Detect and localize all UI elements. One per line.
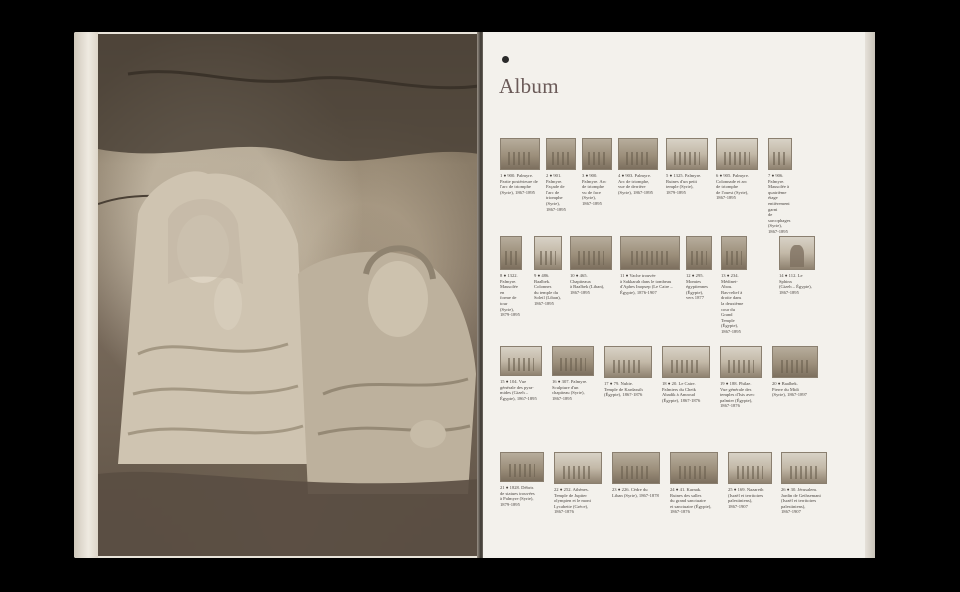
album-item (662, 346, 710, 403)
album-caption: 20 ● Baalbek. Pierre du Midi (Syrie), 1867-1897 (772, 381, 807, 398)
pyramids-thumbnail (500, 346, 542, 376)
album-caption: 23 ● 226. Cèdre du Liban (Syrie), 1867-1878 (612, 487, 659, 498)
athens-temple-thumbnail (554, 452, 602, 484)
bas-relief-thumbnail (721, 236, 747, 270)
album-caption: 12 ● 295. Momies égyptiennes (Égypte), vers 1877 (686, 273, 708, 301)
album-item (570, 236, 612, 295)
album-item (500, 138, 540, 195)
album-caption: 11 ● Vache trouvée à Sakkarah dans le tombeau d'Aphes Inopsep (Le Caire – Égypte), 1876-1907 (620, 273, 673, 295)
album-item (500, 346, 542, 401)
album-item (781, 452, 827, 515)
album-item (620, 236, 680, 295)
album-caption: 2 ● 901. Palmyre. Façade de l'arc de triomphe (Syrie), 1867-1895 (546, 173, 566, 212)
album-grid (500, 138, 865, 530)
album-caption: 4 ● 903. Palmyre. Arc de triomphe, vue de derrière (Syrie), 1867-1895 (618, 173, 653, 195)
palmyra-debris-thumbnail (500, 452, 544, 482)
relief-illustration (98, 34, 479, 556)
open-book (74, 32, 880, 558)
baalbek-columns-thumbnail (534, 236, 562, 270)
album-caption: 24 ● 41. Karnak. Ruines des salles du grand sanctuaire et sanctuaire (Égypte), 1867-1876 (670, 487, 712, 515)
gethsemane-thumbnail (781, 452, 827, 484)
album-item (720, 346, 762, 409)
album-item (670, 452, 718, 515)
album-item (554, 452, 602, 515)
section-bullet (502, 56, 509, 63)
album-caption: 14 ● 112. Le Sphinx (Gizeh – Égypte), 1867-1895 (779, 273, 812, 295)
album-item (618, 138, 658, 195)
mausoleum-tower-thumbnail (500, 236, 522, 270)
album-item (721, 236, 747, 335)
album-item (716, 138, 758, 201)
album-caption: 5 ● 1325. Palmyre. Ruines d'un petit temple (Syrie), 1879-1895 (666, 173, 702, 195)
album-item (552, 346, 594, 401)
album-row (500, 236, 865, 334)
page-edge (865, 32, 875, 558)
album-item (500, 236, 522, 318)
album-caption: 22 ● 252. Athènes. Temple de Jupiter olympien et le mont Lycabette (Grèce), 1867-1876 (554, 487, 591, 515)
right-page (483, 32, 875, 558)
album-item (772, 346, 818, 398)
album-item (666, 138, 708, 195)
sculpture-capitals-thumbnail (552, 346, 594, 376)
mummies-thumbnail (686, 236, 712, 270)
album-caption: 26 ● 30. Jérusalem. Jardin de Gethsemani (Israël et territoires palestiniens), 1867-1907 (781, 487, 821, 515)
kardassi-temple-thumbnail (604, 346, 652, 378)
album-caption: 3 ● 900. Palmyre. Arc de triomphe vu de face (Syrie), 1867-1895 (582, 173, 607, 206)
album-row (500, 346, 865, 444)
album-caption: 13 ● 234. Médinet-Abou. Bas-relief à droite dans la deuxième cour du Grand Temple (Égypte), 1867-1895 (721, 273, 744, 334)
karnak-thumbnail (670, 452, 718, 484)
colonnade-thumbnail (716, 138, 758, 170)
album-item (728, 452, 772, 509)
album-caption: 1 ● 900. Palmyre. Partie postérieure de l'arc de triomphe (Syrie), 1867-1895 (500, 173, 538, 195)
funerary-bust-relief-photo (98, 34, 479, 556)
album-caption: 17 ● 79. Nubie. Temple de Kardassih (Égypte), 1867-1876 (604, 381, 643, 398)
album-caption: 19 ● 188. Philae. Vue générale des temples d'Isis avec palmier (Égypte), 1867-1876 (720, 381, 755, 409)
album-item (500, 452, 544, 507)
album-caption: 15 ● 104. Vue générale des pyra- mides (Gizeh – Égypte), 1867-1895 (500, 379, 537, 401)
nazareth-thumbnail (728, 452, 772, 484)
album-row (500, 138, 865, 236)
cedars-thumbnail (612, 452, 660, 484)
arch-facade-thumbnail (546, 138, 576, 170)
capitals-thumbnail (570, 236, 612, 270)
album-caption: 18 ● 20. Le Caire. Palmiers du Cheik Abadik à Amroud (Égypte), 1867-1876 (662, 381, 701, 403)
page-edge (74, 32, 98, 558)
album-item (779, 236, 815, 295)
album-item (612, 452, 660, 498)
palm-trees-thumbnail (662, 346, 710, 378)
arch-ruins-thumbnail (500, 138, 540, 170)
album-caption: 7 ● 906. Palmyre. Mausolée à quatrième étage entièrement garni de sarcophages (Syrie), 1867-1895 (768, 173, 791, 234)
arch-back-thumbnail (618, 138, 658, 170)
album-caption: 9 ● 486. Baalbek. Colonnes du temple du Soleil (Liban), 1867-1895 (534, 273, 561, 306)
tower-tomb-thumbnail (768, 138, 792, 170)
baalbek-stones-thumbnail (772, 346, 818, 378)
album-item (686, 236, 712, 301)
album-caption: 21 ● 1828. Débris de statues trouvées à Palmyre (Syrie), 1879-1895 (500, 485, 535, 507)
album-item (546, 138, 576, 212)
page-title: Album (499, 74, 559, 98)
album-caption: 10 ● 465. Chapiteaux à Baalbek (Liban), 1867-1895 (570, 273, 605, 295)
left-page (74, 32, 479, 558)
album-caption: 16 ● 307. Palmyre. Sculpture d'un chapiteau (Syrie), 1867-1895 (552, 379, 588, 401)
philae-temples-thumbnail (720, 346, 762, 378)
album-item (534, 236, 562, 307)
album-caption: 6 ● 905. Palmyre. Colonnade et arc de triomphe de l'ouest (Syrie), 1867-1895 (716, 173, 750, 201)
album-caption: 8 ● 1322. Palmyre. Mausolée en forme de tour (Syrie), 1879-1895 (500, 273, 520, 318)
album-item (768, 138, 792, 235)
arch-front-thumbnail (582, 138, 612, 170)
saqqara-cow-thumbnail (620, 236, 680, 270)
album-caption: 25 ● 169. Nazareth (Israël et territoires palestiniens), 1867-1907 (728, 487, 764, 509)
album-item (582, 138, 612, 207)
temple-ruins-thumbnail (666, 138, 708, 170)
sphinx-thumbnail (779, 236, 815, 270)
album-row (500, 452, 865, 550)
album-item (604, 346, 652, 398)
